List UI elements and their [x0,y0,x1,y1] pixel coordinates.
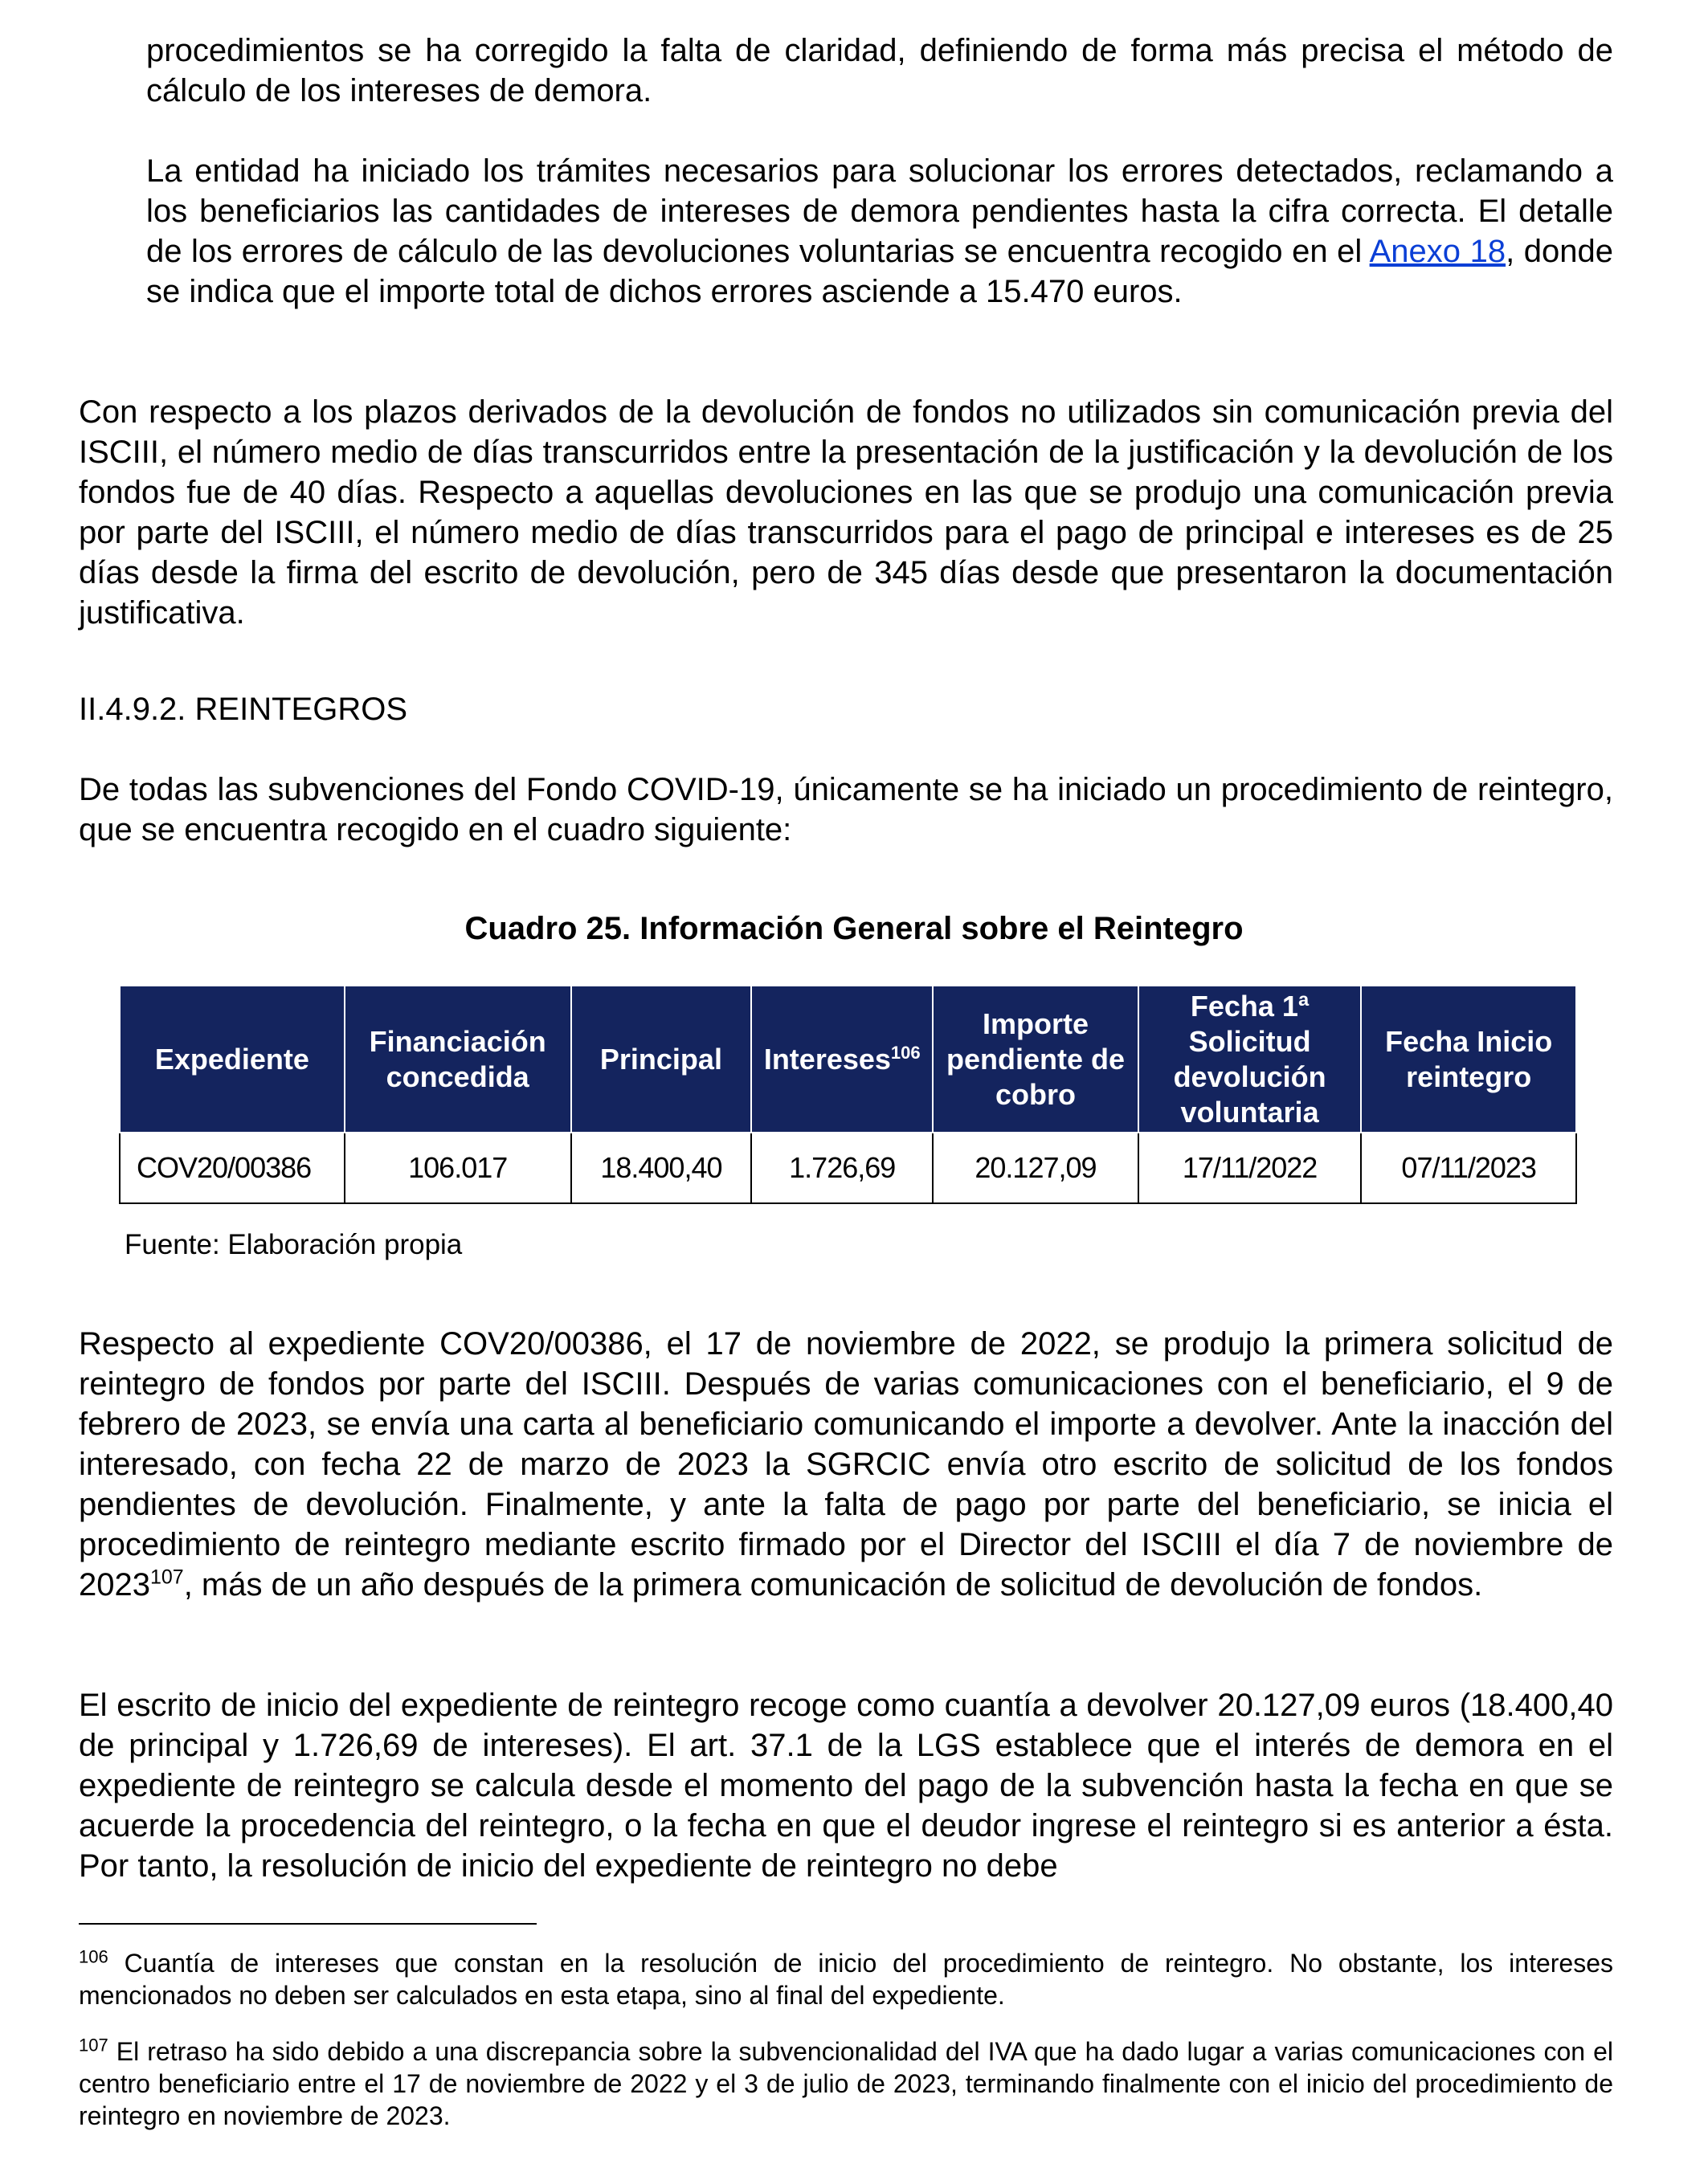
header-principal: Principal [571,986,752,1133]
paragraph-tramites [146,151,1613,312]
footnote-ref-106: 106 [890,1042,921,1063]
section-heading: II.4.9.2. REINTEGROS [79,692,408,727]
footnote-text: Cuantía de intereses que constan en la resolución de inicio del procedimiento de reintegro. No obstante, los intereses mencionados no deben ser calculados en esta etapa, sino al final del expediente. [79,1949,1613,2010]
header-intereses [751,986,933,1133]
header-fecha-solicitud: Fecha 1ª Solicitud devolución voluntaria [1138,986,1362,1133]
header-intereses-label: Intereses [763,1042,891,1076]
header-importe: Importe pendiente de cobro [933,986,1138,1133]
paragraph-escrito [79,1685,1613,1886]
header-fecha-inicio: Fecha Inicio reintegro [1361,986,1576,1133]
header-financiacion: Financiación concedida [345,986,571,1133]
paragraph-text: El escrito de inicio del expediente de reintegro recoge como cuantía a devolver 20.127,09 euros (18.400,40 de principal y 1.726,69 de intereses). El art. 37.1 de la LGS establece que el interés de demora en el expediente de reintegro se calcula desde el momento del pago de la subvención hasta la fecha en que se acuerde la procedencia del reintegro, o la fecha en que el deudor ingrese el reintegro si es anterior a ésta. Por tanto, la resolución de inicio del expediente de reintegro no debe [79,1688,1613,1884]
table-row [120,1133,1576,1203]
header-expediente: Expediente [120,986,345,1133]
cell-principal: 18.400,40 [571,1133,752,1203]
cell-fecha-solicitud: 17/11/2022 [1138,1133,1362,1203]
paragraph-text: procedimientos se ha corregido la falta de claridad, definiendo de forma más precisa el método de cálculo de los intereses de demora. [146,33,1613,108]
paragraph-text: , más de un año después de la primera comunicación de solicitud de devolución de fondos. [183,1567,1483,1603]
reintegro-table [119,985,1577,1204]
footnote-separator [79,1923,537,1925]
paragraph-plazos [79,392,1613,633]
table-source: Fuente: Elaboración propia [125,1229,463,1260]
cell-financiacion: 106.017 [345,1133,571,1203]
footnote-number: 107 [79,2035,108,2056]
paragraph-text: Respecto al expediente COV20/00386, el 17 de noviembre de 2022, se produjo la primera solicitud de reintegro de fondos por parte del ISCIII. Después de varias comunicaciones con el beneficiario, el 9 de febrero de 2023, se envía una carta al beneficiario comunicando el importe a devolver. Ante la inacción del interesado, con fecha 22 de marzo de 2023 la SGRCIC envía otro escrito de solicitud de los fondos pendientes de devolución. Finalmente, y ante la falta de pago por parte del beneficiario, se inicia el procedimiento de reintegro mediante escrito firmado por el Director del ISCIII el día 7 de noviembre de 2023 [79,1326,1613,1603]
cell-intereses: 1.726,69 [751,1133,933,1203]
cell-importe: 20.127,09 [933,1133,1138,1203]
anexo-18-link[interactable]: Anexo 18 [1369,234,1506,269]
paragraph-expediente [79,1324,1613,1605]
cell-fecha-inicio: 07/11/2023 [1361,1133,1576,1203]
paragraph-text: La entidad ha iniciado los trámites necesarios para solucionar los errores detectados, reclamando a los beneficiarios las cantidades de intereses de demora pendientes hasta la cifra correcta. El detalle de los errores de cálculo de las devoluciones voluntarias se encuentra recogido en el [146,153,1613,269]
paragraph-subvenciones [79,770,1613,850]
footnote-ref-107: 107 [149,1566,184,1589]
cell-expediente: COV20/00386 [120,1133,345,1203]
table-header-row [120,986,1576,1133]
paragraph-text: De todas las subvenciones del Fondo COVID-19, únicamente se ha iniciado un procedimiento de reintegro, que se encuentra recogido en el cuadro siguiente: [79,772,1613,847]
paragraph-text: , donde se indica que el importe total de dichos errores asciende a 15.470 euros. [146,234,1613,309]
footnote-number: 106 [79,1946,108,1967]
footnote-106 [79,1947,1613,2011]
paragraph-text: Con respecto a los plazos derivados de la devolución de fondos no utilizados sin comunicación previa del ISCIII, el número medio de días transcurridos entre la presentación de la justificación y la devolución de los fondos fue de 40 días. Respecto a aquellas devoluciones en las que se produjo una comunicación previa por parte del ISCIII, el número medio de días transcurridos para el pago de principal e intereses es de 25 días desde la firma del escrito de devolución, pero de 345 días desde que presentaron la documentación justificativa. [79,394,1613,631]
table-caption: Cuadro 25. Información General sobre el Reintegro [464,911,1244,946]
footnote-text: El retraso ha sido debido a una discrepancia sobre la subvencionalidad del IVA que ha dado lugar a varias comunicaciones con el centro beneficiario entre el 17 de noviembre de 2022 y el 3 de julio de 2023, terminando finalmente con el inicio del procedimiento de reintegro en noviembre de 2023. [79,2037,1613,2130]
footnote-107 [79,2035,1613,2132]
paragraph-procedimientos [146,31,1613,111]
